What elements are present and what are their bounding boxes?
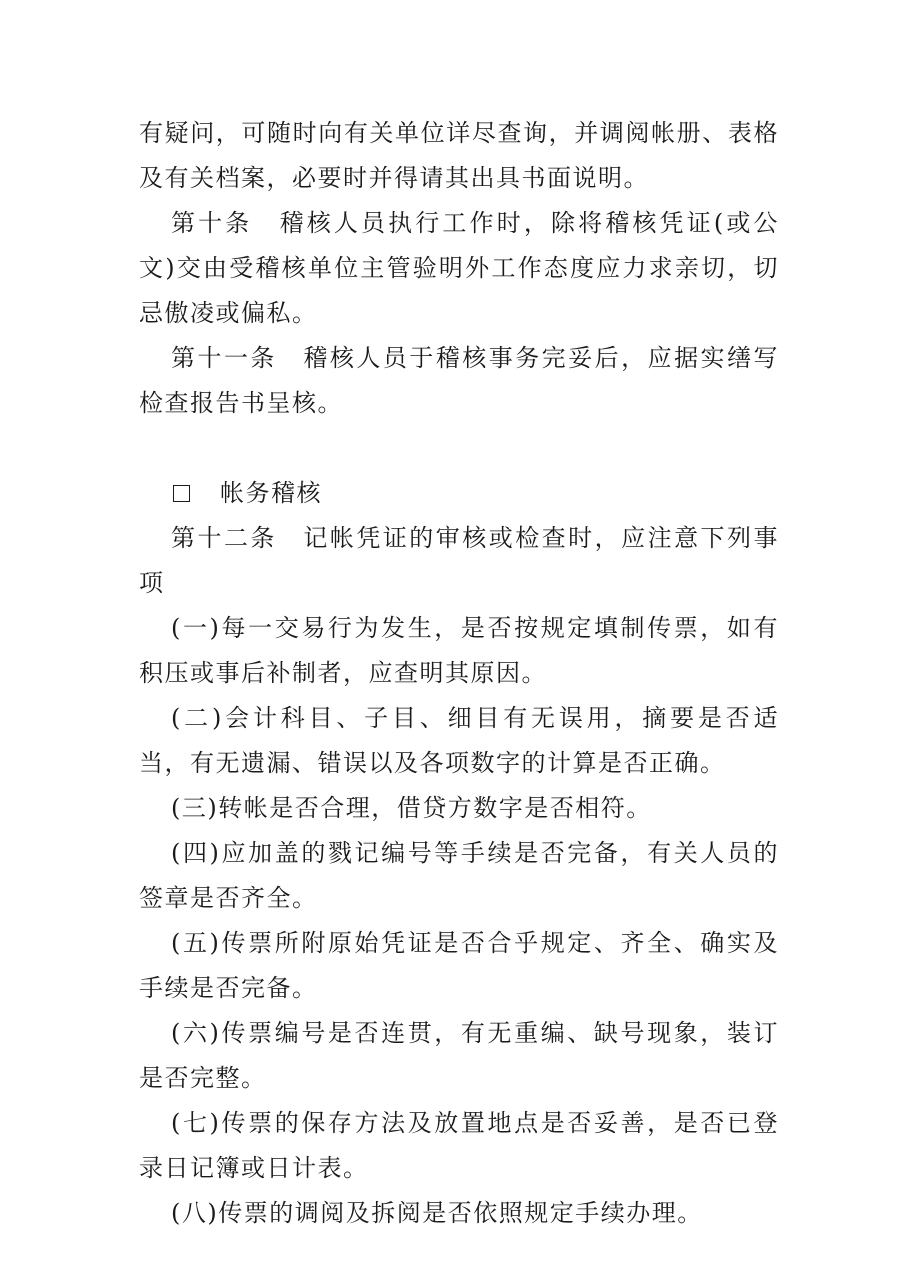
- paragraph-continuation: 有疑问，可随时向有关单位详尽查询，并调阅帐册、表格及有关档案，必要时并得请其出具书面说明。: [139, 119, 779, 192]
- checkbox-icon: [173, 485, 190, 502]
- list-item-5: (五)传票所附原始凭证是否合乎规定、齐全、确实及手续是否完备。: [139, 929, 779, 1002]
- list-item-4: (四)应加盖的戮记编号等手续是否完备，有关人员的签章是否齐全。: [139, 839, 779, 912]
- list-item-2: (二)会计科目、子目、细目有无误用，摘要是否适当，有无遗漏、错误以及各项数字的计算是否正确。: [139, 704, 779, 777]
- section-title: 帐务稽核: [220, 479, 322, 507]
- list-item-8: (八)传票的调阅及拆阅是否依照规定手续办理。: [171, 1199, 703, 1227]
- paragraph-article-12: 第十二条 记帐凭证的审核或检查时，应注意下列事项: [139, 524, 779, 597]
- list-item-1: (一)每一交易行为发生，是否按规定填制传票，如有积压或事后补制者，应查明其原因。: [139, 614, 779, 687]
- paragraph-article-10: 第十条 稽核人员执行工作时，除将稽核凭证(或公文)交由受稽核单位主管验明外工作态度应力求亲切，切忌傲凌或偏私。: [139, 209, 779, 327]
- list-item-7: (七)传票的保存方法及放置地点是否妥善，是否已登录日记簿或日计表。: [139, 1109, 779, 1182]
- document-body: [139, 111, 779, 1236]
- list-item-6: (六)传票编号是否连贯，有无重编、缺号现象，装订是否完整。: [139, 1019, 779, 1092]
- list-item-3: (三)转帐是否合理，借贷方数字是否相符。: [171, 794, 652, 822]
- section-heading: [139, 471, 779, 516]
- section-gap: [139, 426, 779, 471]
- paragraph-article-11: 第十一条 稽核人员于稽核事务完妥后，应据实缮写检查报告书呈核。: [139, 344, 779, 417]
